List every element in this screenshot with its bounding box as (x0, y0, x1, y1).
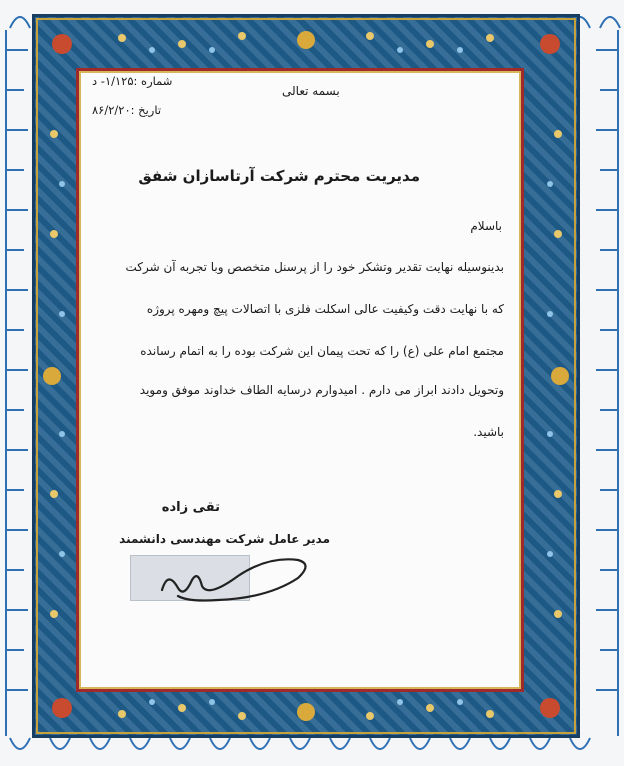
letter-body-line: مجتمع امام علی (ع) را که تحت پیمان این شرکت بوده را به اتمام رسانده (140, 344, 504, 358)
letter-body-line: وتحویل دادند ابراز می دارم . امیدوارم درسایه الطاف خداوند موفق وموید (139, 383, 504, 397)
letter-body-line: که با نهایت دقت وکیفیت عالی اسکلت فلزی با اتصالات پیچ ومهره پروژه (146, 302, 504, 316)
letter-invocation: بسمه تعالی (282, 84, 340, 98)
letter-recipient: مدیریت محترم شرکت آرتاسازان شفق (138, 167, 420, 185)
signer-title: مدیر عامل شرکت مهندسی دانشمند (119, 532, 330, 546)
right-margin-ornament (590, 30, 624, 736)
left-margin-ornament (0, 30, 34, 736)
letter-closing: باشید. (473, 425, 504, 439)
signer-name: تقی زاده (161, 500, 220, 515)
handwritten-signature (148, 540, 318, 610)
letter-body-line: بدینوسیله نهایت تقدیر وتشکر خود را از پرسنل متخصص وبا تجربه آن شرکت (125, 260, 504, 274)
reference-number: شماره :۱/۱۲۵- د (92, 74, 173, 88)
letter-greeting: باسلام (470, 219, 502, 233)
reference-date: تاریخ :۸۶/۲/۲۰ (92, 103, 162, 117)
